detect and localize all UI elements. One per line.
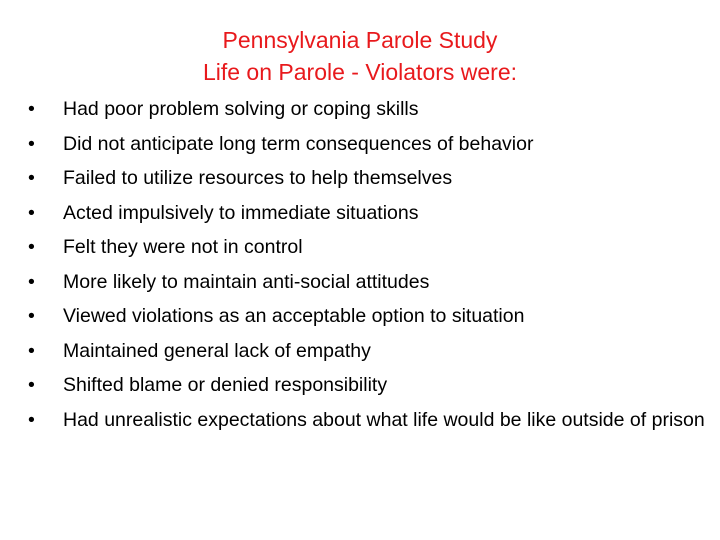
bullet-text: Shifted blame or denied responsibility: [63, 374, 388, 396]
bullet-icon: •: [28, 98, 35, 120]
bullet-text: Failed to utilize resources to help themselves: [63, 167, 453, 189]
bullet-item-6: [28, 265, 708, 300]
bullet-text: More likely to maintain anti-social attitudes: [63, 270, 430, 293]
bullet-item-8: [28, 334, 708, 369]
title-line-1: Pennsylvania Parole Study: [222, 27, 498, 53]
bullet-item-3: [28, 161, 708, 196]
title-line-2: Life on Parole - Violators were:: [202, 59, 518, 85]
bullet-icon: •: [28, 167, 35, 189]
bullet-icon: •: [28, 270, 35, 293]
bullet-icon: •: [28, 132, 35, 155]
bullet-icon: •: [28, 374, 35, 396]
bullet-item-9: [28, 368, 708, 403]
bullet-text: Did not anticipate long term consequences of behavior: [63, 132, 534, 155]
bullet-item-1: [28, 92, 708, 127]
bullet-item-7: [28, 299, 708, 334]
bullet-list: [28, 92, 708, 436]
bullet-icon: •: [28, 408, 35, 431]
bullet-text: Had unrealistic expectations about what life would be like outside of prison: [63, 408, 705, 431]
slide-title: [0, 24, 720, 88]
bullet-item-4: [28, 196, 708, 231]
bullet-item-2: [28, 127, 708, 162]
bullet-item-10: [28, 403, 708, 436]
bullet-item-5: [28, 230, 708, 265]
bullet-text: Acted impulsively to immediate situations: [63, 201, 419, 224]
bullet-text: Felt they were not in control: [63, 236, 303, 258]
bullet-icon: •: [28, 339, 35, 362]
bullet-icon: •: [28, 305, 35, 327]
bullet-text: Viewed violations as an acceptable option to situation: [63, 305, 525, 327]
bullet-text: Had poor problem solving or coping skills: [63, 98, 419, 120]
bullet-icon: •: [28, 236, 35, 258]
bullet-icon: •: [28, 201, 35, 224]
bullet-text: Maintained general lack of empathy: [63, 339, 371, 362]
